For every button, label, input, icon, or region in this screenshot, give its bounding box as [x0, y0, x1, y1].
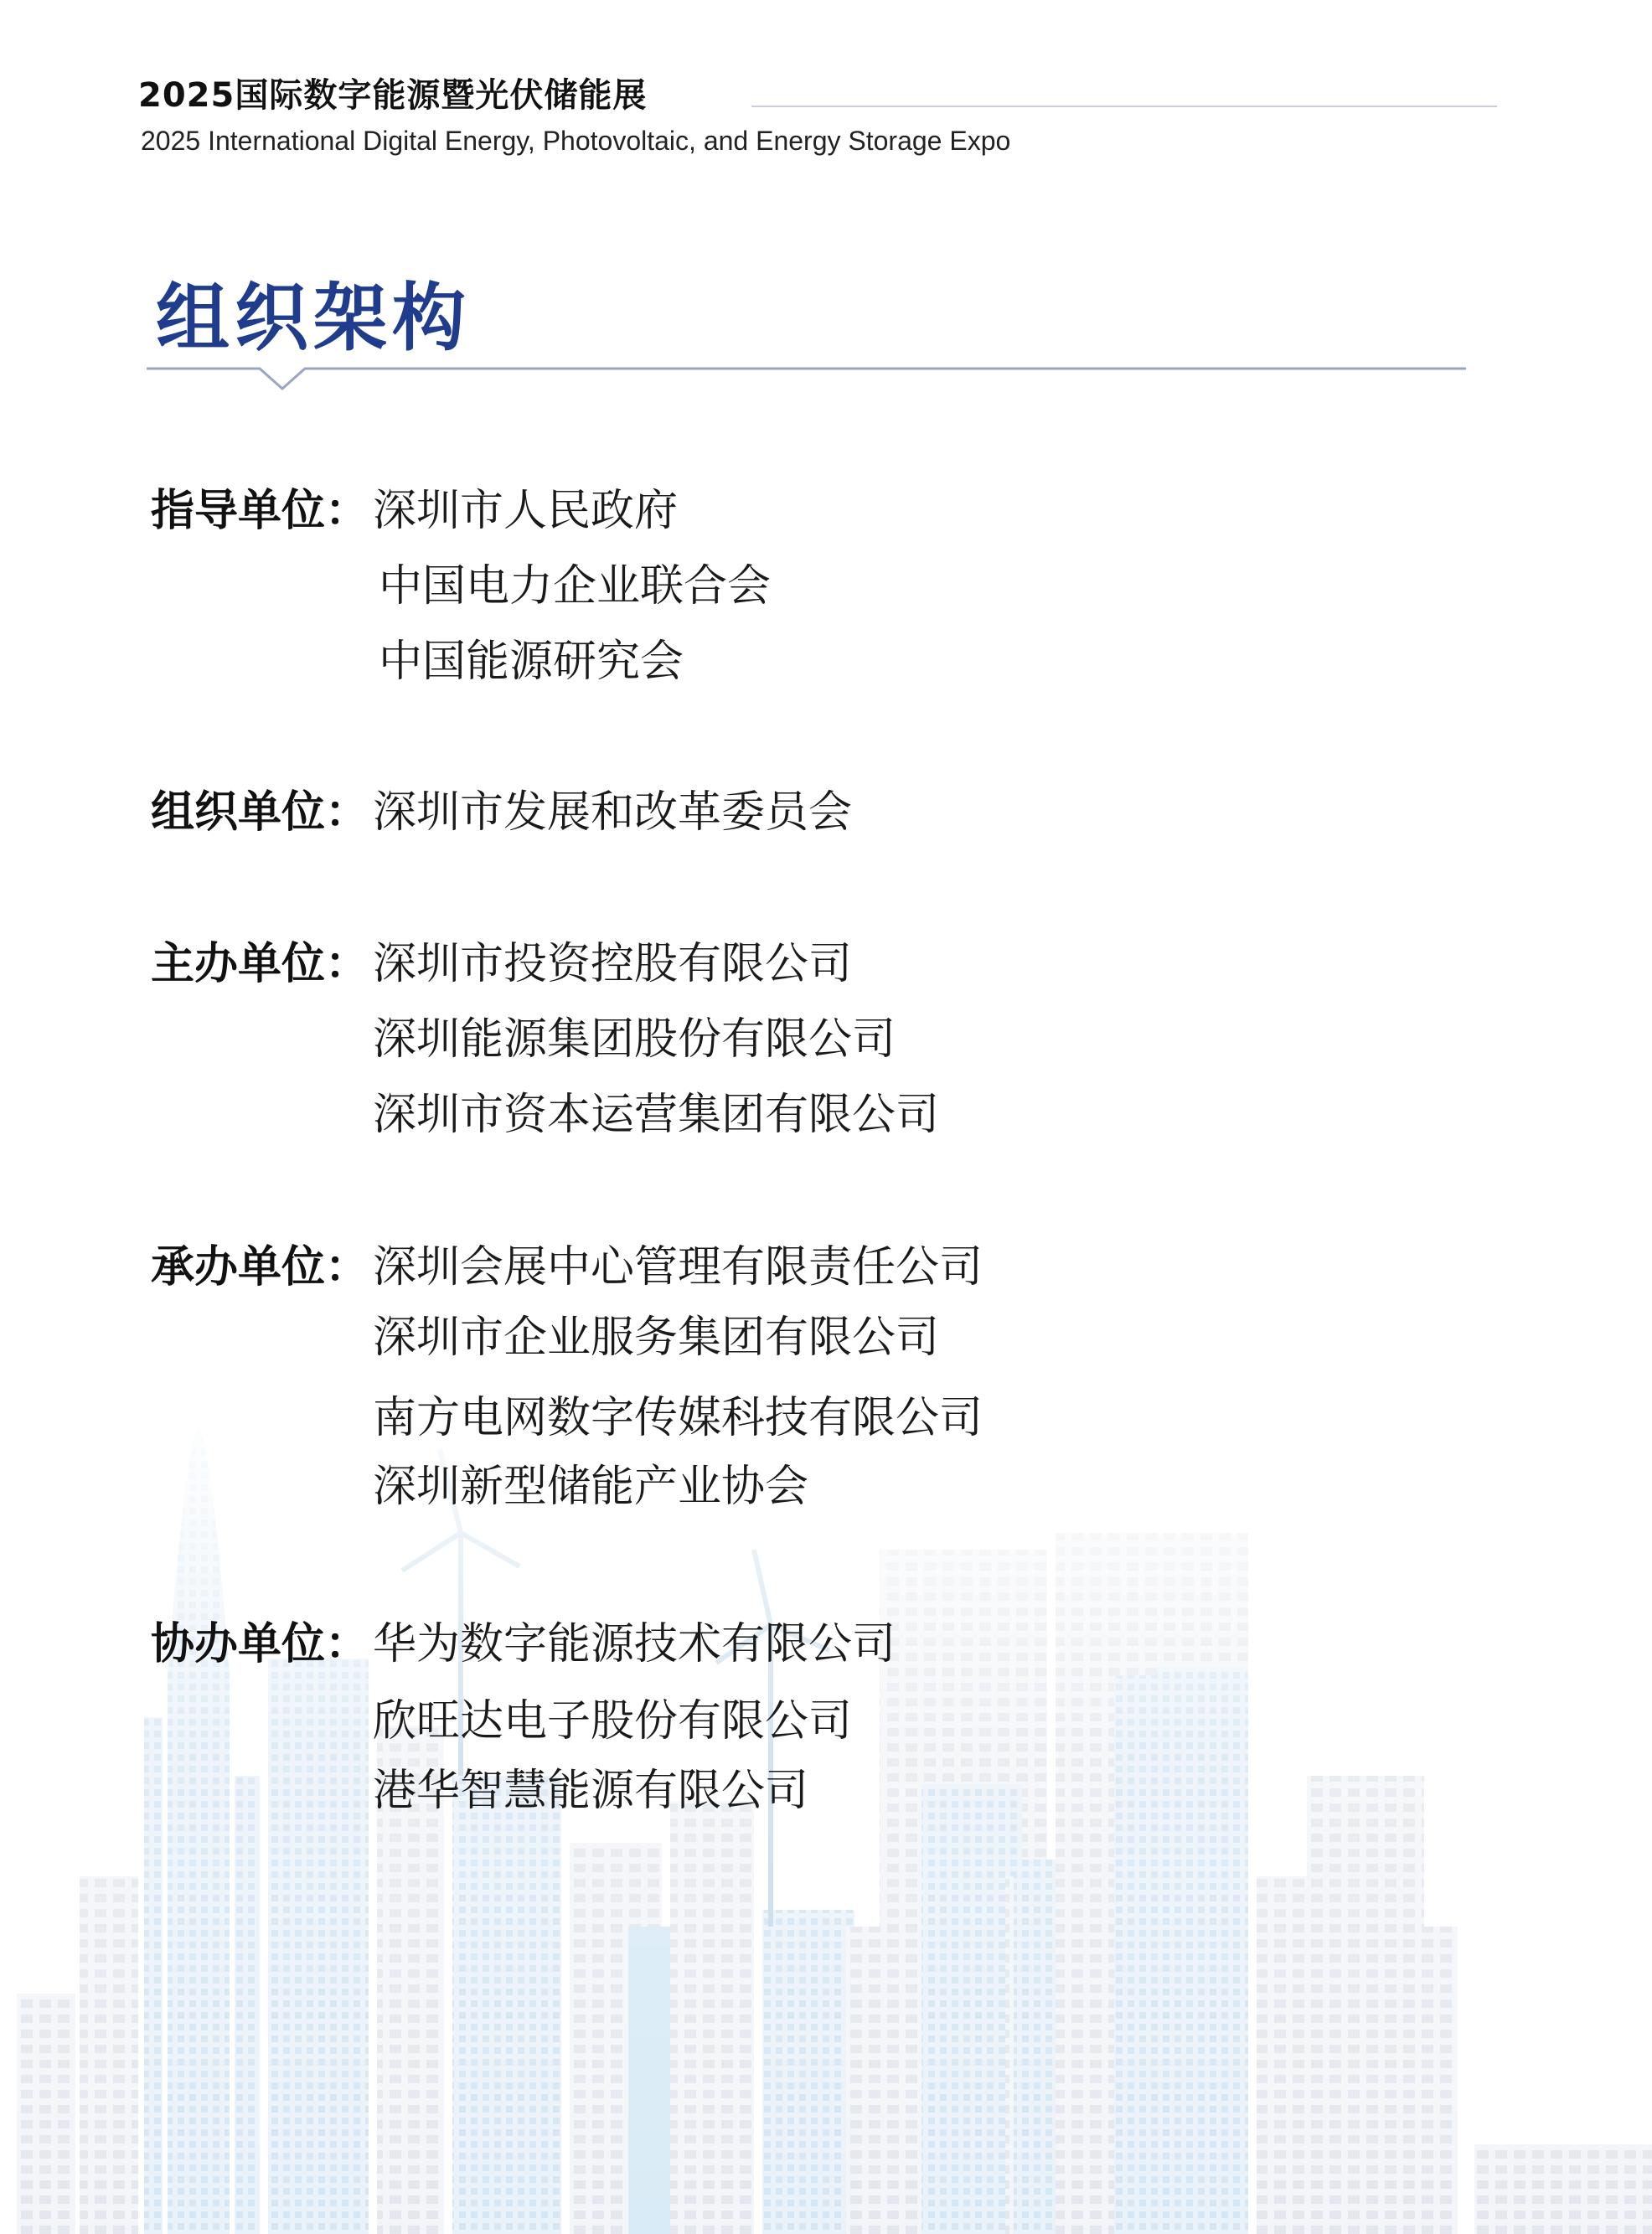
org-unit: 港华智慧能源有限公司	[373, 1766, 809, 1816]
org-label-organizing: 组织单位：	[151, 787, 369, 838]
header-divider	[751, 106, 1497, 107]
org-unit: 华为数字能源技术有限公司	[373, 1619, 896, 1669]
org-unit: 深圳市投资控股有限公司	[373, 939, 853, 989]
org-unit: 南方电网数字传媒科技有限公司	[373, 1393, 983, 1443]
org-unit: 深圳市资本运营集团有限公司	[373, 1090, 940, 1140]
org-label-host: 主办单位：	[151, 939, 369, 989]
org-unit: 深圳市人民政府	[373, 486, 679, 536]
org-label-co-organizer: 协办单位：	[151, 1619, 369, 1669]
section-title: 组织架构	[156, 275, 472, 361]
title-divider-chevron	[147, 360, 1466, 394]
org-unit: 深圳市发展和改革委员会	[373, 787, 853, 838]
org-label-organizer: 承办单位：	[151, 1242, 369, 1292]
org-unit: 中国能源研究会	[379, 637, 684, 687]
org-unit: 中国电力企业联合会	[379, 561, 772, 611]
org-unit: 深圳新型储能产业协会	[373, 1462, 809, 1512]
org-unit: 深圳市企业服务集团有限公司	[373, 1313, 940, 1363]
header-title-en: 2025 International Digital Energy, Photovoltaic, and Energy Storage Expo	[141, 126, 1011, 156]
header-title-cn: 2025国际数字能源暨光伏储能展	[138, 76, 648, 115]
org-unit: 深圳会展中心管理有限责任公司	[373, 1242, 983, 1292]
org-unit: 欣旺达电子股份有限公司	[373, 1696, 853, 1746]
org-unit: 深圳能源集团股份有限公司	[373, 1014, 896, 1065]
org-label-guiding: 指导单位：	[151, 486, 369, 536]
